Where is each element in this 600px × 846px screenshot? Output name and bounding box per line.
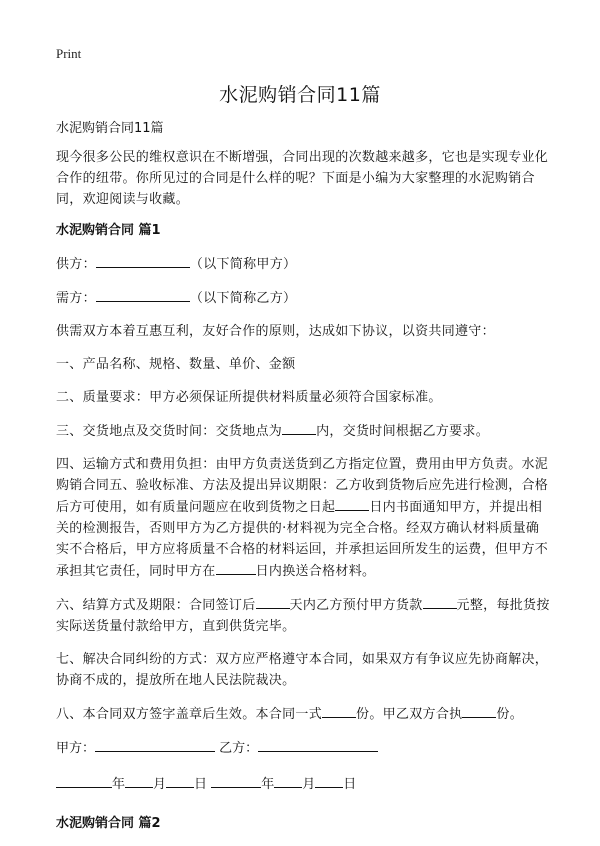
delivery-location-blank (282, 420, 316, 435)
principle-line: 供需双方本着互惠互利，友好合作的原则，达成如下协议，以资共同遵守： (56, 324, 495, 339)
print-link[interactable]: Print (56, 46, 82, 61)
notice-days-blank (335, 496, 369, 511)
section-heading-2: 水泥购销合同 篇2 (56, 816, 161, 831)
clause-4-5 (56, 454, 552, 582)
party-b-day-label: 日 (343, 777, 357, 792)
clause-8-text-b: 份。甲乙双方合执 (356, 707, 463, 722)
clause-8 (56, 703, 552, 725)
clause-3-text-a: 三、交货地点及交货时间：交货地点为 (56, 424, 283, 439)
document-subtitle: 水泥购销合同11篇 (56, 121, 164, 136)
buyer-note: （以下简称乙方） (189, 291, 297, 306)
signature-line (56, 737, 552, 759)
party-b-day-blank (315, 773, 343, 788)
party-b-year-label: 年 (261, 777, 275, 792)
intro-paragraph: 现今很多公民的维权意识在不断增强，合同出现的次数越来越多，它也是实现专业化合作的纽带。你所见过的合同是什么样的呢？下面是小编为大家整理的水泥购销合同，欢迎阅读与收藏。 (56, 150, 549, 207)
clause-3-text-b: 内，交货时间根据乙方要求。 (316, 424, 490, 439)
party-b-month-label: 月 (302, 777, 316, 792)
prepay-days-blank (256, 594, 290, 609)
clause-6-text-b: 天内乙方预付甲方货款 (289, 598, 423, 613)
section-heading-1: 水泥购销合同 篇1 (56, 223, 161, 238)
party-a-signature-blank (95, 737, 215, 752)
supplier-blank (96, 253, 190, 268)
party-a-year-label: 年 (112, 777, 126, 792)
party-b-signature-blank (258, 737, 378, 752)
supplier-note: （以下简称甲方） (189, 257, 297, 272)
date-line (56, 773, 552, 795)
page-title: 水泥购销合同11篇 (219, 84, 381, 106)
clause-1: 一、产品名称、规格、数量、单价、金额 (56, 357, 296, 372)
clause-8-text-c: 份。 (496, 707, 524, 722)
clause-7: 七、解决合同纠纷的方式：双方应严格遵守本合同，如果双方有争议应先协商解决，协商不成的，提放所在地人民法院裁决。 (56, 652, 549, 688)
party-a-month-blank (125, 773, 153, 788)
buyer-line (56, 287, 552, 309)
copies-blank (322, 703, 356, 718)
prepay-amount-blank (423, 594, 457, 609)
party-b-year-blank (211, 773, 261, 788)
party-a-day-label: 日 (194, 777, 208, 792)
supplier-label: 供方： (56, 257, 96, 272)
clause-6-text-c: 元整，每批货按实际送货量付款给甲方，直到供货完毕。 (56, 598, 550, 634)
clause-2: 二、质量要求：甲方必须保证所提供材料质量必须符合国家标准。 (56, 390, 442, 405)
party-a-label: 甲方： (56, 741, 96, 756)
clause-4-text-b: 日内书面通知甲方，并提出相关的检测报告，否则甲方为乙方提供的·材料视为完全合格。经双方确认材料质量确实不合格后，甲方应将质量不合格的材料运回，并承担运回所发生的运费，但甲方不承担其它责任，同时甲方在 (56, 500, 549, 579)
party-b-month-blank (274, 773, 302, 788)
clause-3 (56, 420, 552, 442)
clause-8-text-a: 八、本合同双方签字盖章后生效。本合同一式 (56, 707, 323, 722)
replace-days-blank (216, 560, 256, 575)
clause-4-text-c: 日内换送合格材料。 (255, 564, 376, 579)
buyer-label: 需方： (56, 291, 96, 306)
party-a-year-blank (56, 773, 112, 788)
clause-6 (56, 594, 552, 637)
party-b-label: 乙方： (219, 741, 259, 756)
copies-each-blank (462, 703, 496, 718)
buyer-blank (96, 287, 190, 302)
supplier-line (56, 253, 552, 275)
party-a-day-blank (166, 773, 194, 788)
clause-6-text-a: 六、结算方式及期限：合同签订后 (56, 598, 256, 613)
clause-4-text-a: 四、运输方式和费用负担：由甲方负责送货到乙方指定位置，费用由甲方负责。水泥购销合同五、验收标准、方法及提出异议期限：乙方收到货物后应先进行检测，合格后方可使用，如有质量问题应在收到货物之日起 (56, 457, 549, 515)
party-a-month-label: 月 (153, 777, 167, 792)
document-body (56, 118, 552, 846)
